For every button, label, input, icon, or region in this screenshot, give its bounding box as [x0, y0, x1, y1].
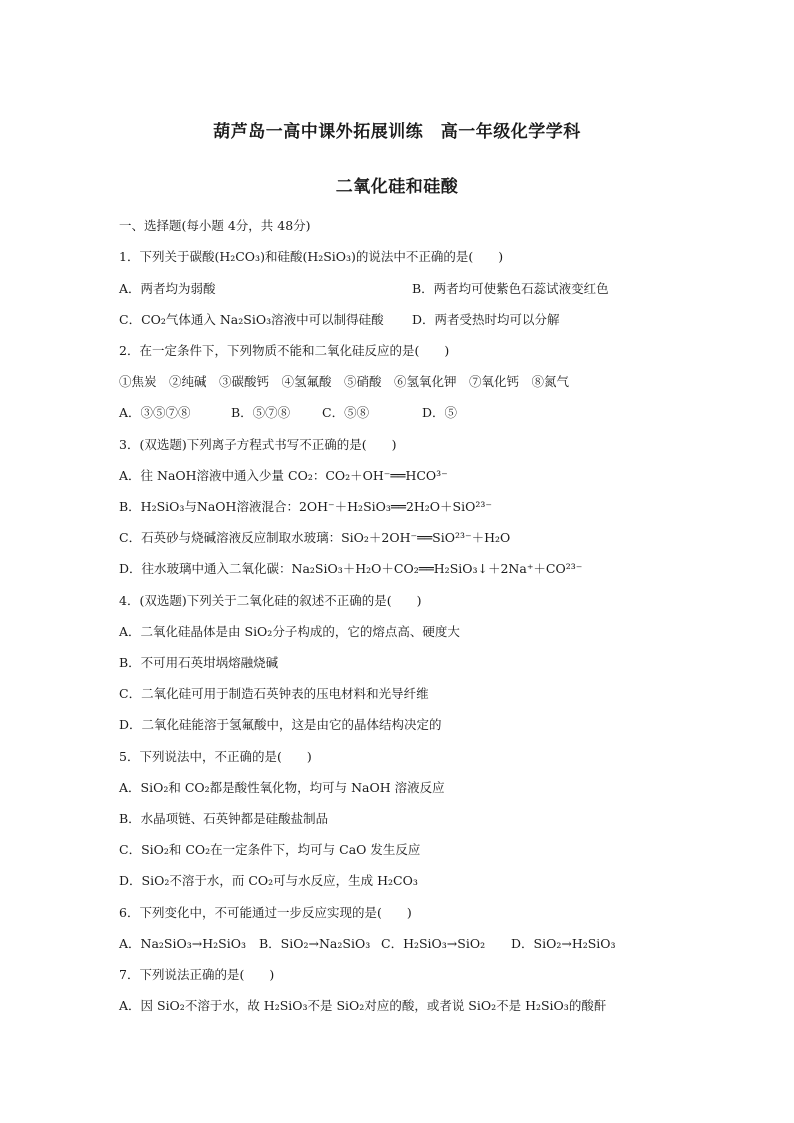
question-4-stem: 4．(双选题)下列关于二氧化硅的叙述不正确的是( ): [119, 593, 422, 608]
question-6-option-a: A．Na₂SiO₃→H₂SiO₃: [119, 936, 246, 951]
question-3-option-a: A．往 NaOH溶液中通入少量 CO₂：CO₂＋OH⁻══HCO³⁻: [119, 468, 448, 483]
question-2-option-d: D．⑤: [422, 405, 458, 420]
question-4-option-b: B．不可用石英坩埚熔融烧碱: [119, 655, 279, 670]
question-5-stem: 5．下列说法中，不正确的是( ): [119, 749, 312, 764]
question-2-option-c: C．⑤⑧: [322, 405, 370, 420]
question-1-option-b: B．两者均可使紫色石蕊试液变红色: [412, 281, 609, 296]
question-4-option-a: A．二氧化硅晶体是由 SiO₂分子构成的，它的熔点高、硬度大: [119, 624, 460, 639]
question-3-option-b: B．H₂SiO₃与NaOH溶液混合：2OH⁻＋H₂SiO₃══2H₂O＋SiO²³⁻: [119, 499, 492, 514]
question-6-option-c: C．H₂SiO₃→SiO₂: [381, 936, 486, 951]
question-3-option-d: D．往水玻璃中通入二氧化碳：Na₂SiO₃＋H₂O＋CO₂══H₂SiO₃↓＋2Na⁺＋CO²³⁻: [119, 561, 583, 576]
question-7-stem: 7．下列说法正确的是( ): [119, 967, 275, 982]
school-title: 葫芦岛一高中课外拓展训练 高一年级化学学科: [213, 122, 581, 142]
question-6-option-b: B．SiO₂→Na₂SiO₃: [259, 936, 371, 951]
question-6-stem: 6．下列变化中，不可能通过一步反应实现的是( ): [119, 905, 412, 920]
question-7-option-a: A．因 SiO₂不溶于水，故 H₂SiO₃不是 SiO₂对应的酸，或者说 SiO₂不是 H₂SiO₃的酸酐: [119, 998, 607, 1013]
question-5-option-d: D．SiO₂不溶于水，而 CO₂可与水反应，生成 H₂CO₃: [119, 873, 418, 888]
question-3-option-c: C．石英砂与烧碱溶液反应制取水玻璃：SiO₂＋2OH⁻══SiO²³⁻＋H₂O: [119, 530, 511, 545]
question-1-option-a: A．两者均为弱酸: [119, 281, 216, 296]
question-5-option-a: A．SiO₂和 CO₂都是酸性氧化物，均可与 NaOH 溶液反应: [119, 780, 445, 795]
question-2-stem: 2．在一定条件下，下列物质不能和二氧化硅反应的是( ): [119, 343, 450, 358]
question-5-option-c: C．SiO₂和 CO₂在一定条件下，均可与 CaO 发生反应: [119, 842, 421, 857]
question-2-option-a: A．③⑤⑦⑧: [119, 405, 191, 420]
question-1-option-c: C．CO₂气体通入 Na₂SiO₃溶液中可以制得硅酸: [119, 312, 384, 327]
question-6-option-d: D．SiO₂→H₂SiO₃: [511, 936, 616, 951]
question-3-stem: 3．(双选题)下列离子方程式书写不正确的是( ): [119, 437, 397, 452]
section-heading: 一、选择题(每小题 4分，共 48分): [119, 218, 311, 233]
question-1-stem: 1．下列关于碳酸(H₂CO₃)和硅酸(H₂SiO₃)的说法中不正确的是( ): [119, 249, 504, 264]
question-4-option-c: C．二氧化硅可用于制造石英钟表的压电材料和光导纤维: [119, 686, 429, 701]
topic-title: 二氧化硅和硅酸: [335, 177, 459, 197]
question-2-items: ①焦炭 ②纯碱 ③碳酸钙 ④氢氟酸 ⑤硝酸 ⑥氢氧化钾 ⑦氧化钙 ⑧氮气: [119, 374, 570, 389]
question-4-option-d: D．二氧化硅能溶于氢氟酸中，这是由它的晶体结构决定的: [119, 717, 442, 732]
question-1-option-d: D．两者受热时均可以分解: [412, 312, 560, 327]
question-5-option-b: B．水晶项链、石英钟都是硅酸盐制品: [119, 811, 329, 826]
question-2-option-b: B．⑤⑦⑧: [231, 405, 291, 420]
